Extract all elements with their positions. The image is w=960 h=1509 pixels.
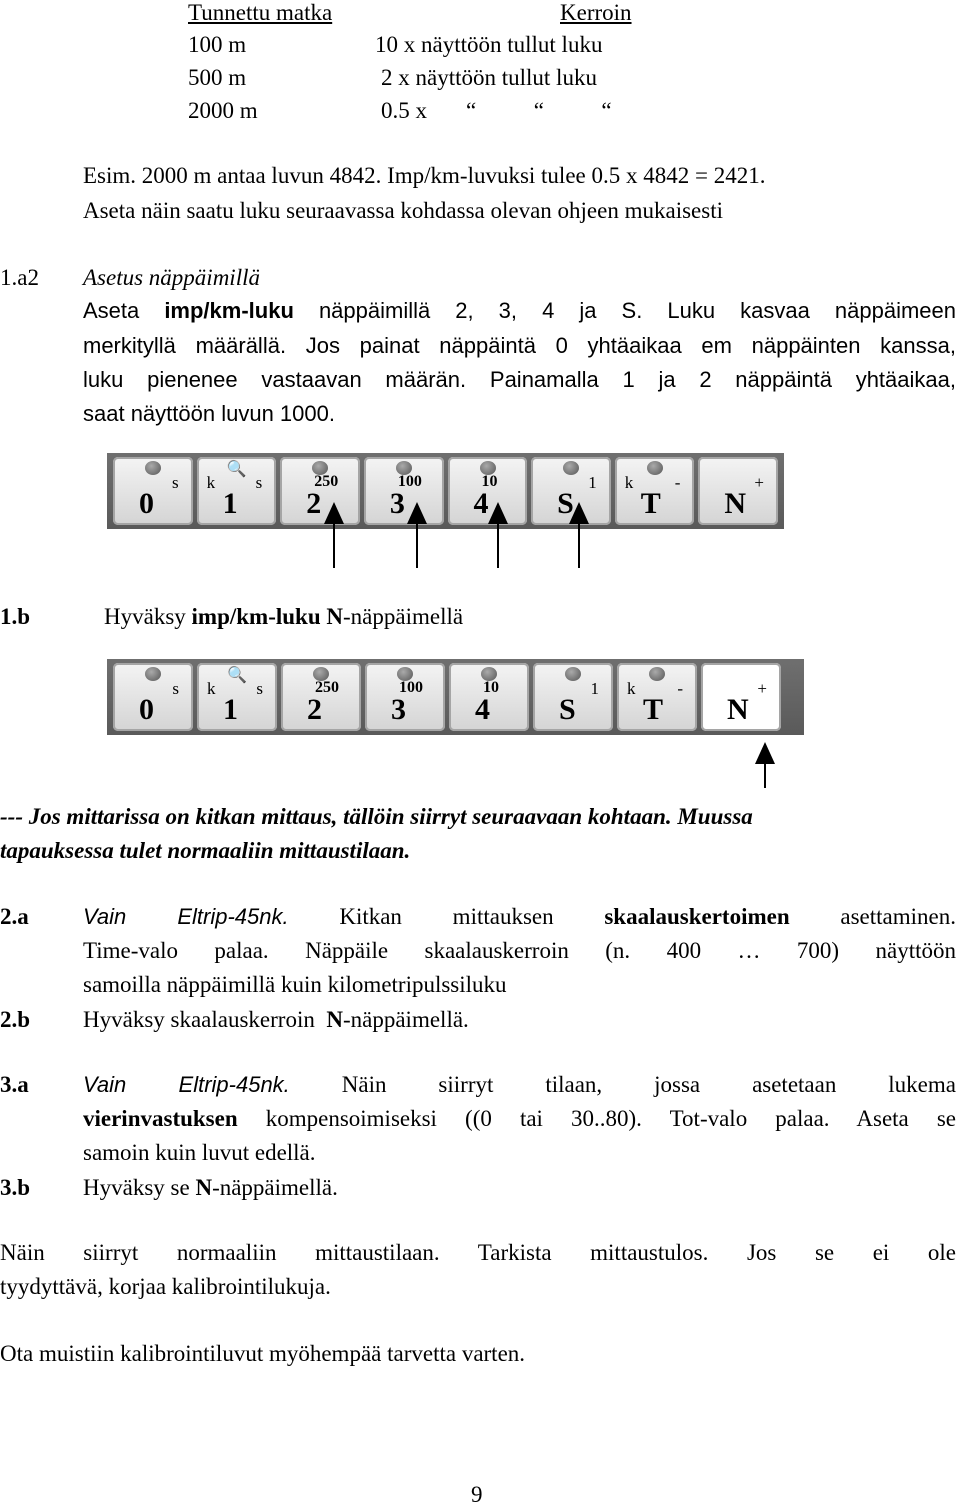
key-0: s 0 [113,457,193,525]
key-3: 100 3 [365,663,445,731]
led-icon [563,461,579,475]
section-number: 2.a [0,904,29,929]
arrow-up-icon [416,504,418,568]
paragraph-line: vierinvastuksen kompensoimiseksi ((0 tai 30..80). Tot-valo palaa. Aseta se [83,1106,956,1131]
table-cell-distance: 100 m [188,32,247,57]
page-number: 9 [471,1482,483,1507]
arrow-up-icon [497,504,499,568]
table-cell-factor: 10 x näyttöön tullut luku [375,32,603,57]
paragraph-line: Näin siirryt normaaliin mittaustilaan. Tarkista mittaustulos. Jos se ei ole [0,1240,956,1265]
note-line: tapauksessa tulet normaaliin mittaustilaan. [0,838,411,863]
key-4: 10 4 [449,663,529,731]
led-icon [565,667,581,681]
arrow-up-icon [333,504,335,568]
key-1: 🔍 k s 1 [197,457,277,525]
section-number: 1.b [0,604,31,629]
section-text: Hyväksy imp/km-luku N-näppäimellä [104,604,464,629]
paragraph-line: Time-valo palaa. Näppäile skaalauskerroin (n. 400 … 700) näyttöön [83,938,956,963]
table-cell-distance: 500 m [188,65,247,90]
paragraph-line: samoilla näppäimillä kuin kilometripulssiluku [83,972,507,997]
keypad-image [107,659,804,735]
key-t: k - T [617,663,697,731]
led-icon [145,667,161,681]
paragraph-line: tyydyttävä, korjaa kalibrointilukuja. [0,1274,331,1299]
arrow-up-icon [764,744,766,788]
section-number: 1.a2 [0,265,39,290]
key-s: 1 S [531,457,611,525]
key-4: 10 4 [448,457,528,525]
paragraph-line: Aseta imp/km-luku näppäimillä 2, 3, 4 ja S. Luku kasvaa näppäimeen [83,298,956,323]
example-line: Aseta näin saatu luku seuraavassa kohdassa olevan ohjeen mukaisesti [83,198,723,223]
key-n: + N [701,663,781,731]
magnifier-icon: 🔍 [227,667,247,684]
paragraph-line: merkityllä määrällä. Jos painat näppäintä 0 yhtäaikaa em näppäinten kanssa, [83,333,956,358]
paragraph-line: Vain Eltrip-45nk. Näin siirryt tilaan, jossa asetetaan lukema [83,1072,956,1097]
key-2: 250 2 [281,663,361,731]
paragraph-line: luku pienenee vastaavan määrän. Painamalla 1 ja 2 näppäintä yhtäaikaa, [83,367,956,392]
example-line: Esim. 2000 m antaa luvun 4842. Imp/km-luvuksi tulee 0.5 x 4842 = 2421. [83,163,766,188]
table-cell-factor: 0.5 x [381,98,427,123]
table-cell-factor: 2 x näyttöön tullut luku [381,65,597,90]
keypad-image [107,453,784,529]
paragraph-line: saat näyttöön luvun 1000. [83,401,335,426]
table-cell-ditto: “ “ “ [466,98,612,123]
key-2: 250 2 [280,457,360,525]
key-1: 🔍 k s 1 [197,663,277,731]
paragraph-line: Vain Eltrip-45nk. Kitkan mittauksen skaalauskertoimen asettaminen. [83,904,956,929]
note-line: --- Jos mittarissa on kitkan mittaus, tällöin siirryt seuraavaan kohtaan. Muussa [0,804,753,829]
led-icon [649,667,665,681]
section-number: 2.b [0,1007,31,1032]
section-number: 3.b [0,1175,31,1200]
key-0: s 0 [113,663,193,731]
paragraph-line: Ota muistiin kalibrointiluvut myöhempää tarvetta varten. [0,1341,526,1366]
arrow-up-icon [578,504,580,568]
table-cell-distance: 2000 m [188,98,258,123]
table-header-distance: Tunnettu matka [188,0,333,25]
magnifier-icon: 🔍 [226,461,247,478]
paragraph-line: Hyväksy se N-näppäimellä. [83,1175,338,1200]
paragraph-line: samoin kuin luvut edellä. [83,1140,316,1165]
key-3: 100 3 [364,457,444,525]
key-n: + N [698,457,778,525]
section-title: Asetus näppäimillä [83,265,260,290]
key-t: k - T [615,457,695,525]
led-icon [647,461,663,475]
key-s: 1 S [533,663,613,731]
table-header-factor: Kerroin [560,0,632,25]
section-number: 3.a [0,1072,29,1097]
led-icon [145,461,161,475]
paragraph-line: Hyväksy skaalauskerroin N-näppäimellä. [83,1007,469,1032]
